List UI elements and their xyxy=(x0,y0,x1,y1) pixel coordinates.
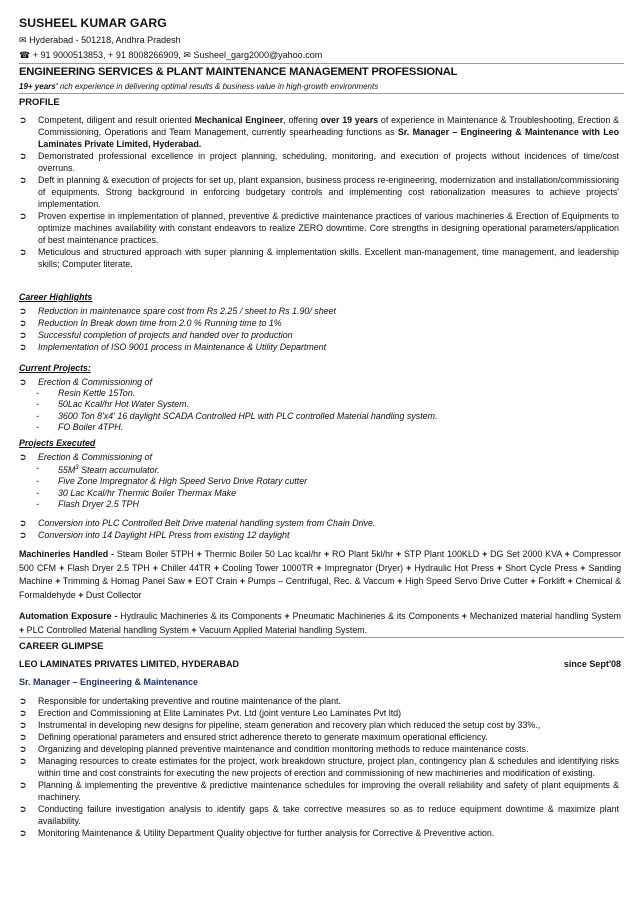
projects-executed-conversions xyxy=(19,517,619,541)
list-item: ➲ Managing resources to create estimates for the project, work breakdown structure, project plan, contingency plan & schedules and identifying risks within time and cost constraints for executing the new projects of erection and commissioning of new machineries and modification of existing. xyxy=(19,756,619,778)
current-projects-head xyxy=(19,376,619,388)
section-title-profile: PROFILE xyxy=(19,96,60,107)
list-item: - 3600 Ton 8'x4' 16 daylight SCADA Controlled HPL with PLC controlled Material handling system. xyxy=(36,410,438,421)
list-item: - $55M^3$ Steam accumulator. xyxy=(36,463,160,475)
plus-icon: + xyxy=(19,624,25,635)
list-item: ➲ Competent, diligent and result oriented Mechanical Engineer, offering over 19 years of experience in Maintenance & Troubleshooting, Erection & Commissioning, Operations and Team Management, currently spearheading functions as Sr. Manager – Engineering & Maintenance with Leo Laminates Private Limited, Hyderabad. xyxy=(19,115,620,149)
plus-icon: + xyxy=(191,624,197,635)
list-item: ➲ Meticulous and structured approach with super planning & implementation skills. Excellent man-management, time management, and leadership skills; Computer literate. xyxy=(19,247,619,269)
list-item: - 50Lac Kcal/hr Hot Water System. xyxy=(36,399,190,410)
arrow-bullet-icon: ➲ xyxy=(19,151,27,161)
phone-icon: ☎ xyxy=(19,50,31,60)
section-title-career-glimpse: CAREER GLIMPSE xyxy=(19,640,104,651)
arrow-bullet-icon: ➲ xyxy=(19,306,27,316)
tagline-years: 19+ years' xyxy=(19,82,58,91)
divider xyxy=(19,93,624,94)
projects-executed-head xyxy=(19,451,619,463)
section-title-projects-executed: Projects Executed xyxy=(19,438,96,448)
list-item: ➲ Organizing and developing planned preventive maintenance and condition monitoring methods to reduce maintenance costs. xyxy=(19,744,529,754)
plus-icon: + xyxy=(567,576,573,586)
arrow-bullet-icon: ➲ xyxy=(19,342,27,352)
list-item: ➲ Defining operational parameters and ensured strict adherence thereto to generate maximum operational efficiency. xyxy=(19,732,488,742)
address-line xyxy=(19,35,181,46)
plus-icon: + xyxy=(196,549,202,559)
arrow-bullet-icon: ➲ xyxy=(19,744,27,754)
arrow-bullet-icon: ➲ xyxy=(19,518,27,528)
arrow-bullet-icon: ➲ xyxy=(19,377,27,387)
profile-list xyxy=(19,114,619,270)
email-link[interactable]: Susheel_garg2000@yahoo.com xyxy=(193,50,323,60)
divider xyxy=(19,637,624,638)
list-item: ➲ Implementation of ISO 9001 process in Maintenance & Utility Department xyxy=(19,342,327,352)
plus-icon: + xyxy=(406,562,412,573)
list-item: - Flash Dryer 2.5 TPH xyxy=(36,499,139,510)
automation-label: Automation Exposure - xyxy=(19,611,118,621)
list-item: ➲ Responsible for undertaking preventive and routine maintenance of the plant. xyxy=(19,696,341,706)
list-item: ➲ Erection & Commissioning of xyxy=(19,452,152,462)
tagline-text: rich experience in delivering optimal results & business value in high-growth environments xyxy=(57,82,379,91)
plus-icon: + xyxy=(564,549,570,559)
plus-icon: + xyxy=(395,549,402,559)
arrow-bullet-icon: ➲ xyxy=(19,330,27,340)
phone-numbers: + 91 9000513853, + 91 8008266909, xyxy=(32,50,181,60)
list-item: ➲ Proven expertise in implementation of planned, preventive & predictive maintenance practices of various machineries & Erection of Equipments to optimize machines availability with constant endeavors to realize ZERO downtime. Core strengths in designing operational parameters/application of best maintenance practices. xyxy=(19,211,619,245)
machineries-label: Machineries Handled - xyxy=(19,549,115,559)
arrow-bullet-icon: ➲ xyxy=(19,732,27,742)
arrow-bullet-icon: ➲ xyxy=(19,247,27,257)
address-text: Hyderabad - 501218, Andhra Pradesh xyxy=(29,35,181,45)
arrow-bullet-icon: ➲ xyxy=(19,828,27,838)
arrow-bullet-icon: ➲ xyxy=(19,318,27,328)
list-item: - Resin Kettle 15Ton. xyxy=(36,388,136,398)
list-item: ➲ Erection & Commissioning of xyxy=(19,377,152,387)
arrow-bullet-icon: ➲ xyxy=(19,720,27,730)
list-item: ➲ Planning & implementing the preventive & predictive maintenance schedules for improving the overall reliability and safety of plant equipments & machinery. xyxy=(19,780,619,802)
arrow-bullet-icon: ➲ xyxy=(19,115,27,125)
arrow-bullet-icon: ➲ xyxy=(19,211,27,221)
section-title-current-projects: Current Projects: xyxy=(19,363,91,373)
plus-icon: + xyxy=(152,562,158,573)
employment-since: since Sept'08 xyxy=(563,659,621,669)
plus-icon: + xyxy=(213,562,220,573)
arrow-bullet-icon: ➲ xyxy=(19,756,27,766)
plus-icon: + xyxy=(284,611,290,621)
email-icon: ✉ xyxy=(183,50,191,60)
tagline xyxy=(19,82,378,91)
plus-icon: + xyxy=(316,562,322,573)
list-item: ➲ Conversion into PLC Controlled Belt Drive material handling system from Chain Drive. xyxy=(19,518,376,528)
plus-icon: + xyxy=(59,562,65,573)
divider xyxy=(19,63,624,64)
plus-icon: + xyxy=(78,589,84,600)
arrow-bullet-icon: ➲ xyxy=(19,175,27,185)
plus-icon: + xyxy=(496,562,503,573)
arrow-bullet-icon: ➲ xyxy=(19,804,27,814)
career-highlights-list xyxy=(19,305,619,353)
arrow-bullet-icon: ➲ xyxy=(19,780,27,790)
list-item: ➲ Demonstrated professional excellence in project planning, scheduling, monitoring, and execution of projects without incidences of time/cost overruns. xyxy=(19,151,619,173)
list-item: ➲ Monitoring Maintenance & Utility Department Quality objective for further analysis for Corrective & Preventive action. xyxy=(19,828,495,838)
arrow-bullet-icon: ➲ xyxy=(19,708,27,718)
candidate-name: SUSHEEL KUMAR GARG xyxy=(19,16,167,30)
company-line xyxy=(19,659,621,669)
list-item: ➲ Successful completion of projects and handed over to production xyxy=(19,330,293,340)
plus-icon: + xyxy=(530,576,536,586)
projects-executed-list xyxy=(19,463,307,511)
plus-icon: + xyxy=(323,549,330,559)
plus-icon: + xyxy=(55,576,61,586)
list-item: - 30 Lac Kcal/hr Thermic Boiler Thermax Make xyxy=(36,487,237,498)
current-projects-list xyxy=(19,388,437,434)
company-name: LEO LAMINATES PRIVATES LIMITED, HYDERABAD xyxy=(19,659,240,669)
machineries-handled: Machineries Handled - Steam Boiler 5TPH + Thermic Boiler 50 Lac kcal/hr + RO Plant 5kl/hr + STP Plant 100KLD + DG Set 2000 KVA + Compressor 500 CFM + Flash Dryer 2.5 TPH + Chiller 44TR + Cooling Tower 1000TR + Impregnator (Dryer) + Hydraulic Hot Press + Short Cycle Press + Sanding Machine + Trimming & Homag Panel Saw + EOT Crain + Pumps – Centrifugal, Rec. & Vaccum + High Speed Servo Drive Cutter + Forklift + Chemical & Formaldehyde + Dust Collector xyxy=(19,549,622,600)
list-item: ➲ Deft in planning & execution of projects for set up, plant expansion, business process re-engineering, modernization and installation/commissioning of equipments. Strong background in enforcing budgetary controls and implementing cost rationalization measures to achieve projects' implementation. xyxy=(19,175,619,209)
plus-icon: + xyxy=(461,611,467,621)
plus-icon: + xyxy=(397,576,403,586)
list-item: ➲ Conducting failure investigation analysis to identify gaps & take corrective measures so as to reduce equipment downtime & maximize plant availability. xyxy=(19,804,619,826)
contact-line xyxy=(19,50,322,61)
plus-icon: + xyxy=(482,549,488,559)
arrow-bullet-icon: ➲ xyxy=(19,452,27,462)
professional-headline: ENGINEERING SERVICES & PLANT MAINTENANCE MANAGEMENT PROFESSIONAL xyxy=(19,66,458,78)
list-item: ➲ Erection and Commissioning at Elite Laminates Pvt. Ltd (joint venture Leo Laminates Pvt ltd) xyxy=(19,708,402,718)
list-item: ➲ Instrumental in developing new designs for pipeline, steam generation and recovery plan which reduced the setup cost by 33%., xyxy=(19,720,541,730)
arrow-bullet-icon: ➲ xyxy=(19,530,27,540)
plus-icon: + xyxy=(580,562,586,573)
list-item: - FO Boiler 4TPH. xyxy=(36,422,124,433)
section-title-career-highlights: Career Highlights xyxy=(19,292,93,302)
job-role: Sr. Manager – Engineering & Maintenance xyxy=(19,677,199,687)
list-item: ➲ Reduction in maintenance spare cost from Rs 2.25 / sheet to Rs 1.90/ sheet xyxy=(19,306,336,316)
envelope-icon: ✉ xyxy=(19,35,27,45)
plus-icon: + xyxy=(187,576,193,586)
list-item: - Five Zone Impregnator & High Speed Servo Drive Rotary cutter xyxy=(36,476,308,487)
automation-exposure: Automation Exposure - Hydraulic Machineries & its Components + Pneumatic Machineries & its Components + Mechanized material handling System + PLC Controlled Material handling System + Vacuum Applied Material handling System. xyxy=(19,611,621,635)
list-item: ➲ Reduction In Break down time from 2.0 % Running time to 1% xyxy=(19,318,282,328)
arrow-bullet-icon: ➲ xyxy=(19,696,27,706)
responsibilities-list xyxy=(19,695,619,839)
plus-icon: + xyxy=(239,576,246,586)
list-item: ➲ Conversion into 14 Daylight HPL Press from existing 12 daylight xyxy=(19,530,290,540)
